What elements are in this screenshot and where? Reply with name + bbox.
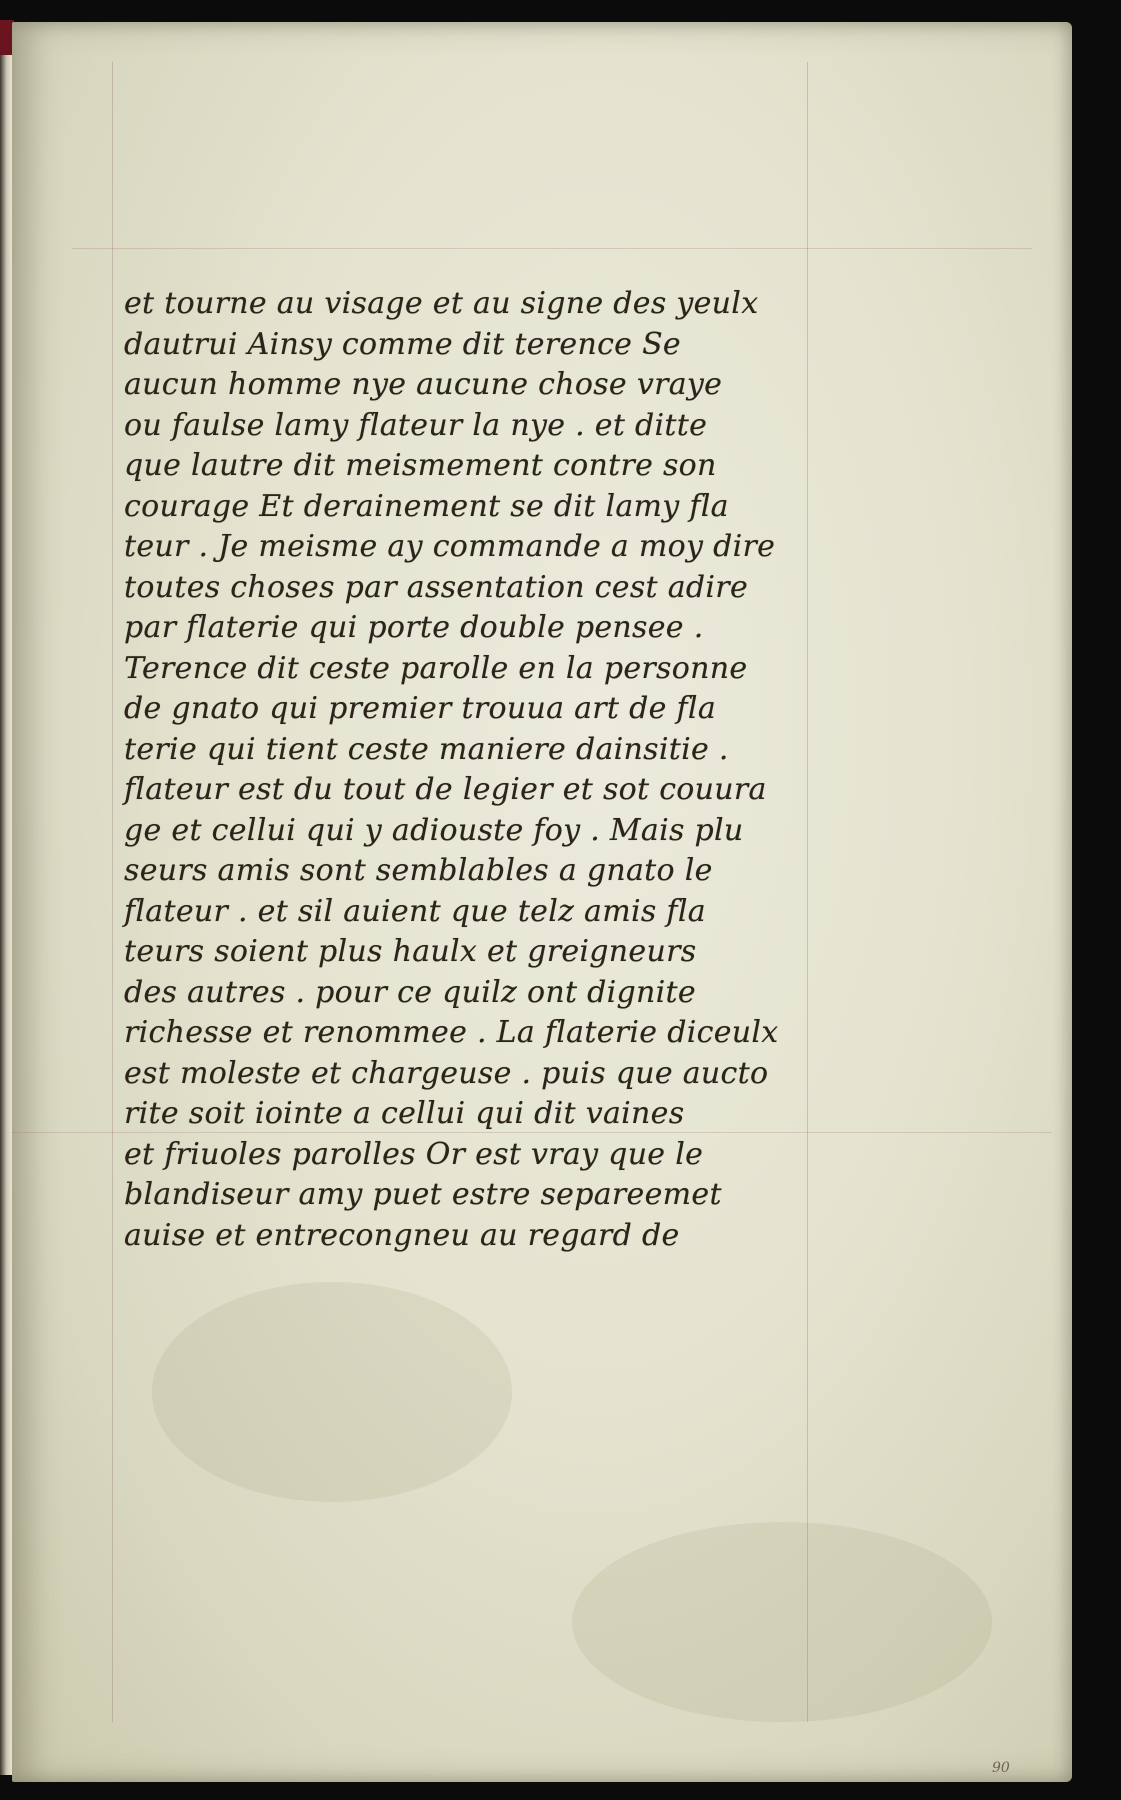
text-line: seurs amis sont semblables a gnato le — [124, 853, 713, 888]
text-line: que lautre dit meismement contre son — [124, 448, 717, 483]
text-line: richesse et renommee . La flaterie diceulx — [124, 1015, 779, 1050]
text-line: Terence dit ceste parolle en la personne — [124, 650, 748, 686]
text-line: auise et entrecongneu au regard de — [124, 1217, 680, 1253]
text-line: par flaterie qui porte double pensee . — [124, 610, 704, 645]
text-line: teur . Je meisme ay commande a moy dire — [124, 529, 776, 564]
text-line: flateur est du tout de legier et sot couura — [124, 772, 767, 807]
text-column — [124, 284, 844, 1256]
ruling-top — [72, 248, 1032, 249]
text-line: et tourne au visage et au signe des yeulx — [124, 286, 759, 321]
text-line: courage Et derainement se dit lamy fla — [124, 488, 729, 524]
text-line: est moleste et chargeuse . puis que aucto — [124, 1055, 769, 1091]
manuscript-page — [12, 22, 1072, 1782]
text-line: de gnato qui premier trouua art de fla — [124, 691, 717, 726]
text-line: blandiseur amy puet estre separeemet — [124, 1177, 722, 1212]
text-line: rite soit iointe a cellui qui dit vaines — [124, 1096, 685, 1131]
text-line: aucun homme nye aucune chose vraye — [124, 367, 723, 402]
text-line: flateur . et sil auient que telz amis fla — [124, 893, 706, 929]
text-line: teurs soient plus haulx et greigneurs — [124, 934, 697, 969]
ruling-left — [112, 62, 113, 1722]
text-line: des autres . pour ce quilz ont dignite — [124, 974, 696, 1010]
text-line: toutes choses par assentation cest adire — [124, 569, 748, 605]
text-line: dautrui Ainsy comme dit terence Se — [124, 326, 681, 362]
text-line: terie qui tient ceste maniere dainsitie . — [124, 731, 729, 767]
text-line: ge et cellui qui y adiouste foy . Mais plu — [124, 812, 744, 848]
text-line: et friuoles parolles Or est vray que le — [124, 1136, 704, 1172]
folio-number: 90 — [992, 1760, 1010, 1776]
page-stain — [152, 1282, 512, 1502]
page-stain — [572, 1522, 992, 1722]
text-line: ou faulse lamy flateur la nye . et ditte — [124, 407, 708, 443]
